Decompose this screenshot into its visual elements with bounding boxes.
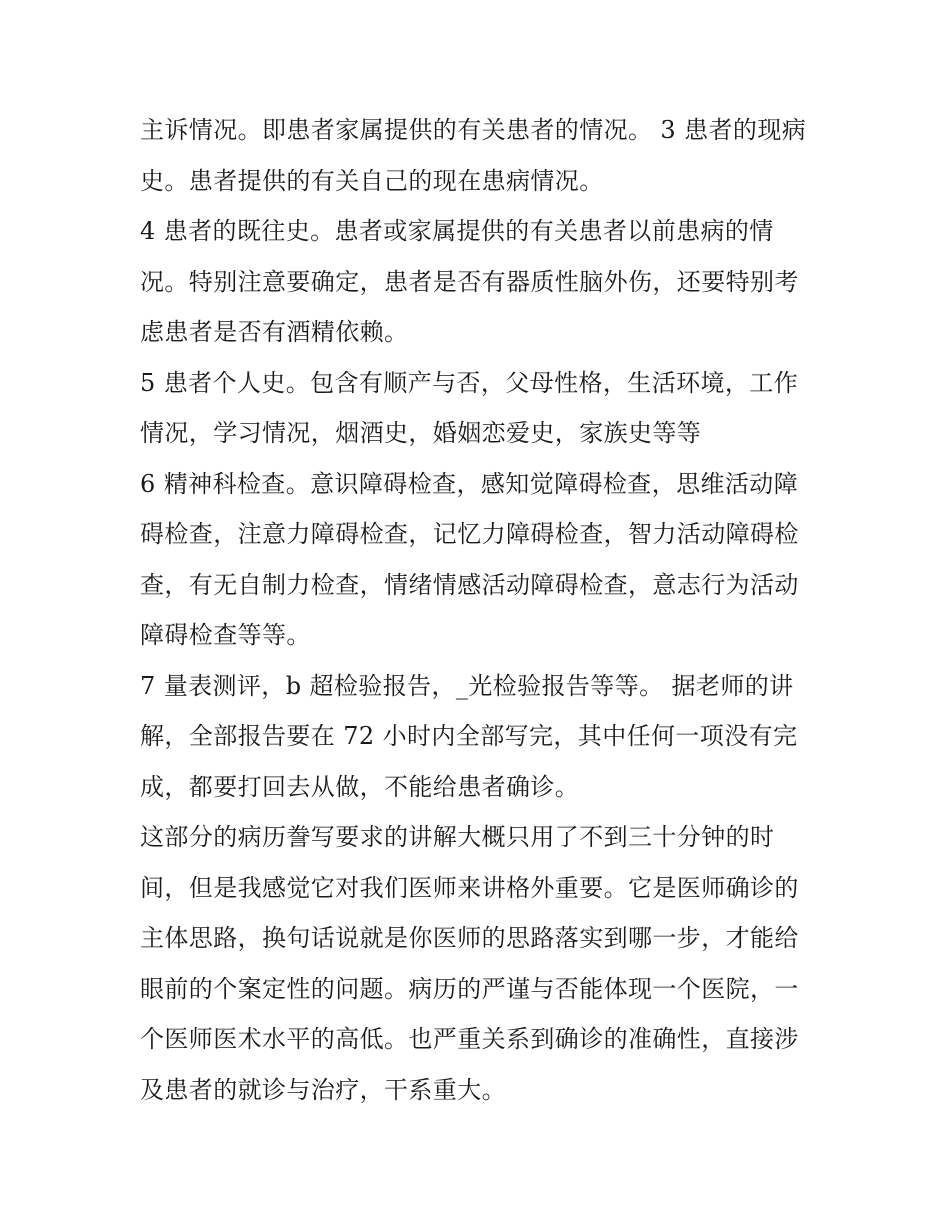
text-line: 查，有无自制力检查，情绪情感活动障碍检查，意志行为活动 [140,570,799,599]
text-line: 6 精神科检查。意识障碍检查，感知觉障碍检查，思维活动障 [140,469,799,498]
paragraph-scale-assessment [140,661,820,813]
text-line: 障碍检查等等。 [140,621,311,649]
text-line: 7 量表测评，b 超检验报告，_光检验报告等等。 据老师的讲 [140,671,794,700]
text-line: 主诉情况。即患者家属提供的有关患者的情况。 3 患者的现病 [140,116,807,144]
text-line: 5 患者个人史。包含有顺产与否，父母性格，生活环境，工作 [140,368,799,397]
paragraph-chief-complaint [140,105,820,206]
text-line: 4 患者的既往史。患者或家属提供的有关患者以前患病的情 [140,217,774,245]
paragraph-psychiatric-exam [140,459,820,661]
text-line: 虑患者是否有酒精依赖。 [140,318,409,346]
text-line: 情况，学习情况，烟酒史，婚姻恋爱史，家族史等等 [140,419,702,447]
paragraph-past-history [140,206,820,358]
text-line: 眼前的个案定性的问题。病历的严谨与否能体现一个医院，一 [140,974,799,1003]
text-line: 主体思路，换句话说就是你医师的思路落实到哪一步，才能给 [140,924,799,952]
text-line: 成，都要打回去从做，不能给患者确诊。 [140,772,580,801]
text-line: 及患者的就诊与治疗，干系重大。 [140,1075,506,1104]
text-line: 史。患者提供的有关自己的现在患病情况。 [140,166,604,195]
text-line: 况。特别注意要确定，患者是否有器质性脑外伤，还要特别考 [140,267,799,296]
text-line: 个医师医术水平的高低。也严重关系到确诊的准确性，直接涉 [140,1025,799,1053]
paragraph-personal-history [140,358,820,459]
document-body [140,105,820,1115]
text-line: 解，全部报告要在 72 小时内全部写完，其中任何一项没有完 [140,722,798,750]
text-line: 碍检查，注意力障碍检查，记忆力障碍检查，智力活动障碍检 [140,520,799,548]
paragraph-reflection [140,812,820,1115]
text-line: 间，但是我感觉它对我们医师来讲格外重要。它是医师确诊的 [140,873,799,902]
text-line: 这部分的病历誊写要求的讲解大概只用了不到三十分钟的时 [140,823,775,851]
